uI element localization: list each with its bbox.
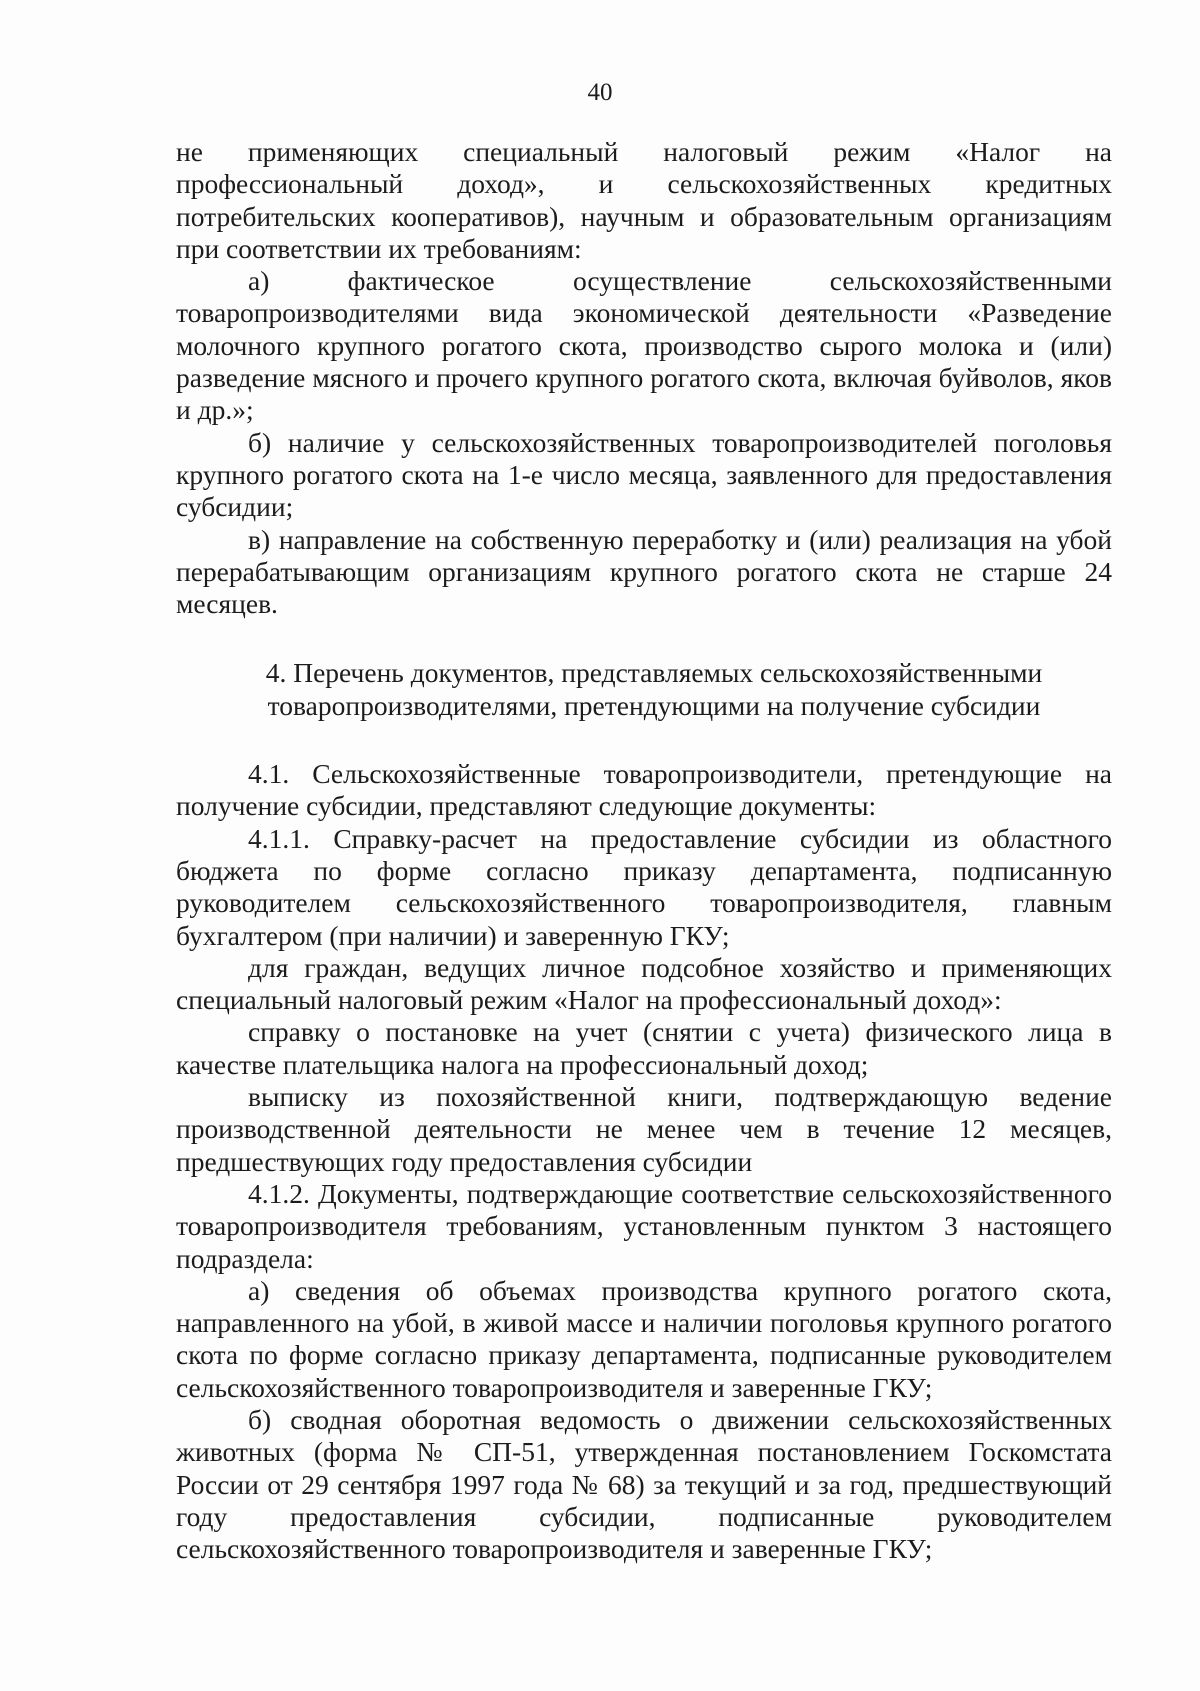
paragraph-item-b-2: б) сводная оборотная ведомость о движении сельскохозяйственных животных (форма № СП-51, утвержденная постановлением Госкомстата России от 29 сентября 1997 года № 68) за текущий и за год, предшествующий году предоставления субсидии, подписанные руководителем сельскохозяйственного товаропроизводителя и заверенные ГКУ;: [176, 1403, 1112, 1565]
section-heading-line-2: товаропроизводителями, претендующими на получение субсидии: [267, 689, 1041, 721]
paragraph-item-a-2: а) сведения об объемах производства крупного рогатого скота, направленного на убой, в живой массе и наличии поголовья крупного рогатого скота по форме согласно приказу департамента, подписанные руководителем сельскохозяйственного товаропроизводителя и заверенные ГКУ;: [176, 1274, 1112, 1403]
paragraph-item-b: б) наличие у сельскохозяйственных товаропроизводителей поголовья крупного рогатого скота на 1-е число месяца, заявленного для предоставления субсидии;: [176, 426, 1112, 523]
paragraph-item-a: а) фактическое осуществление сельскохозяйственными товаропроизводителями вида экономической деятельности «Разведение молочного крупного рогатого скота, производство сырого молока и (или) разведение мясного и прочего крупного рогатого скота, включая буйволов, яков и др.»;: [176, 265, 1112, 426]
document-body: [176, 136, 1112, 1565]
paragraph-4-1: 4.1. Сельскохозяйственные товаропроизводители, претендующие на получение субсидии, представляют следующие документы:: [176, 758, 1112, 822]
paragraph-4-1-1: 4.1.1. Справку-расчет на предоставление субсидии из областного бюджета по форме согласно приказу департамента, подписанную руководителем сельскохозяйственного товаропроизводителя, главным бухгалтером (при наличии) и заверенную ГКУ;: [176, 822, 1112, 951]
spacer: [176, 620, 1112, 657]
paragraph-tax-certificate: справку о постановке на учет (снятии с учета) физического лица в качестве плательщика налога на профессиональный доход;: [176, 1016, 1112, 1080]
paragraph-4-1-2: 4.1.2. Документы, подтверждающие соответствие сельскохозяйственного товаропроизводителя требованиям, установленным пунктом 3 настоящего подраздела:: [176, 1177, 1112, 1274]
section-heading-line-1: 4. Перечень документов, представляемых сельскохозяйственными: [265, 657, 1043, 689]
paragraph-continuation: не применяющих специальный налоговый режим «Налог на профессиональный доход», и сельскохозяйственных кредитных потребительских кооперативов), научным и образовательным организациям при соответствии их требованиям:: [176, 136, 1112, 264]
page-number: 40: [587, 79, 613, 106]
paragraph-household-book: выписку из похозяйственной книги, подтверждающую ведение производственной деятельности не менее чем в течение 12 месяцев, предшествующих году предоставления субсидии: [176, 1081, 1112, 1177]
paragraph-citizens: для граждан, ведущих личное подсобное хозяйство и применяющих специальный налоговый режим «Налог на профессиональный доход»:: [176, 951, 1112, 1016]
section-heading: [176, 657, 1112, 722]
paragraph-item-v: в) направление на собственную переработку и (или) реализация на убой перерабатывающим организациям крупного рогатого скота не старше 24 месяцев.: [176, 523, 1112, 620]
spacer: [176, 722, 1112, 758]
